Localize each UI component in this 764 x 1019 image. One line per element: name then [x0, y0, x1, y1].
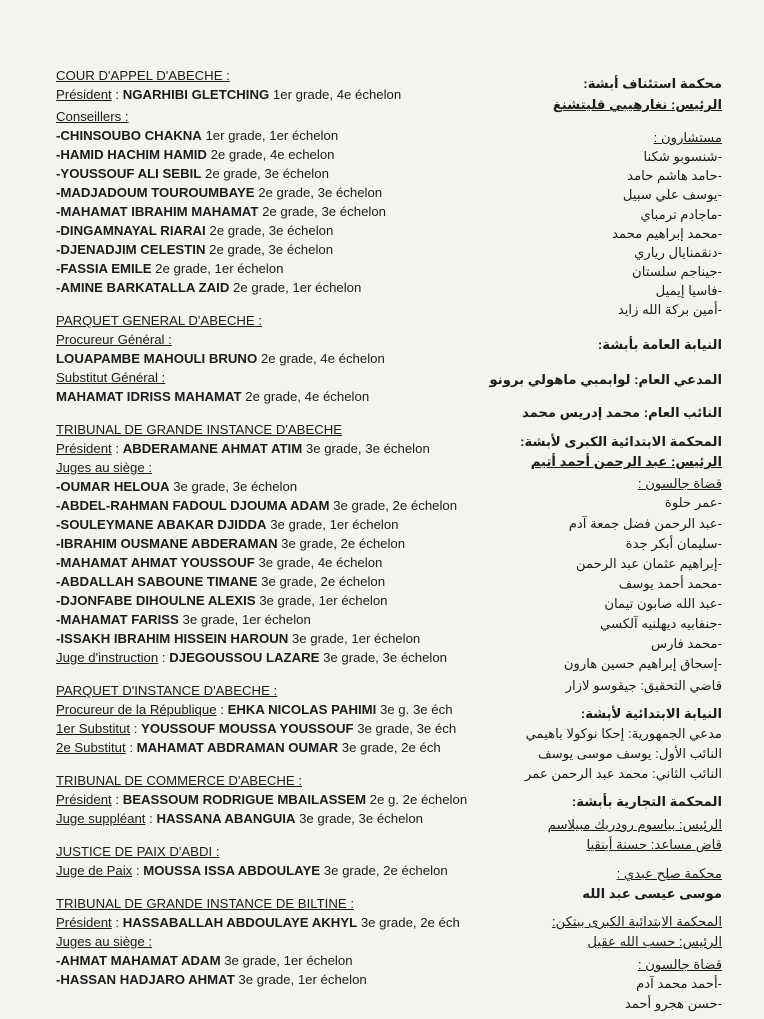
ar-member: -محمد أحمد يوسف [618, 576, 722, 591]
section-tgi-biltine [56, 894, 526, 989]
grade: 2e grade, 1er échelon [229, 280, 362, 295]
grade: 2e grade, 3e échelon [201, 166, 329, 181]
member-line [56, 572, 526, 591]
grade: 2e grade, 4e échelon [241, 389, 370, 404]
grade: 3e grade, 2e éch [357, 915, 460, 930]
role-line: Juge suppléant : HASSANA ABANGUIA 3e grade, 3e échelon [56, 811, 424, 826]
person-name: -DINGAMNAYAL RIARAI [56, 223, 206, 238]
role-label: Président [56, 87, 112, 102]
grade: 3e grade, 1er échelon [288, 631, 421, 646]
section-title: PARQUET GENERAL D'ABECHE : [56, 313, 262, 328]
person-line [56, 387, 526, 406]
ar-label: مستشارون : [653, 130, 722, 145]
grade: 2e grade, 1er échelon [151, 261, 284, 276]
ar-member: -حامد هاشم حامد [627, 168, 722, 183]
role-label: Substitut Général : [56, 370, 166, 385]
person-name: -ABDEL-RAHMAN FADOUL DJOUMA ADAM [56, 498, 330, 513]
ar-label: قضاة جالسون : [637, 476, 722, 491]
ar-person: النائب الثاني: محمد عبد الرحمن عمر [524, 766, 722, 781]
person-name: -ABDALLAH SABOUNE TIMANE [56, 574, 258, 589]
grade: 3e grade, 1er échelon [178, 612, 311, 627]
ar-member: -عبد الله صابون تيمان [604, 596, 722, 611]
member-line [56, 970, 526, 989]
member-line [56, 240, 526, 259]
ar-member: -فاسيا إيميل [655, 283, 722, 298]
role-line: Président : BEASSOUM RODRIGUE MBAILASSEM 2e g. 2e échelon [56, 792, 468, 807]
section-title: TRIBUNAL DE COMMERCE D'ABECHE : [56, 773, 303, 788]
member-line [56, 610, 526, 629]
section-tribunal-commerce [56, 771, 526, 828]
role-line: Juge de Paix : MOUSSA ISSA ABDOULAYE 3e grade, 2e échelon [56, 863, 448, 878]
role-label: 1er Substitut [56, 721, 131, 736]
person-name: MOUSSA ISSA ABDOULAYE [143, 863, 321, 878]
ar-person: النائب الأول: يوسف موسى يوسف [537, 746, 722, 761]
ar-member: -سليمان أبكر جدة [625, 536, 722, 551]
ar-member: -يوسف علي سبيل [622, 187, 722, 202]
role-label: Juge d'instruction [56, 650, 159, 665]
president-line: Président : NGARHIBI GLETCHING 1er grade, 4e échelon [56, 87, 402, 102]
grade: 3e grade, 3e échelon [295, 811, 424, 826]
grade: 3e grade, 2e échelon [329, 498, 458, 513]
member-line [56, 278, 526, 297]
ar-section-title: المحكمة الابتدائية الكبرى لأبشة: [520, 434, 722, 449]
ar-member: -أمين بركة الله زايد [617, 302, 722, 317]
ar-section-title: المحكمة الابتدائية الكبرى ببتكن: [551, 914, 722, 929]
president-line: Président : ABDERAMANE AHMAT ATIM 3e grade, 3e échelon [56, 441, 430, 456]
role-label: Procureur Général : [56, 332, 172, 347]
ar-member: -دنقمنايال رياري [634, 245, 722, 260]
role-line: 2e Substitut : MAHAMAT ABDRAMAN OUMAR 3e grade, 2e éch [56, 740, 441, 755]
role-label: 2e Substitut [56, 740, 126, 755]
person-name: NGARHIBI GLETCHING [122, 87, 270, 102]
member-line [56, 951, 526, 970]
person-name: -MAHAMAT AHMAT YOUSSOUF [56, 555, 255, 570]
ar-section-title: النيابة الابتدائية لأبشة: [580, 706, 722, 721]
member-line [56, 202, 526, 221]
section-parquet-general [56, 311, 526, 406]
person-name: LOUAPAMBE MAHOULI BRUNO [56, 351, 258, 366]
juges-label: Juges au siège : [56, 934, 153, 949]
grade: 3e g. 3e éch [376, 702, 453, 717]
person-name: ABDERAMANE AHMAT ATIM [122, 441, 303, 456]
ar-member: -محمد فارس [651, 636, 722, 651]
grade: 2e grade, 3e échelon [205, 223, 334, 238]
instruction-line: Juge d'instruction : DJEGOUSSOU LAZARE 3e grade, 3e échelon [56, 650, 448, 665]
member-line [56, 145, 526, 164]
french-column [56, 66, 526, 989]
ar-member: -إبراهيم عثمان عبد الرحمن [575, 556, 722, 571]
grade: 2e grade, 4e échelon [257, 351, 385, 366]
grade: 2e grade, 3e échelon [205, 242, 334, 257]
person-name: -MAHAMAT FARISS [56, 612, 179, 627]
conseillers-label: Conseillers : [56, 109, 129, 124]
person-name: -ISSAKH IBRAHIM HISSEIN HAROUN [56, 631, 289, 646]
person-name: -IBRAHIM OUSMANE ABDERAMAN [56, 536, 278, 551]
member-line [56, 126, 526, 145]
member-line [56, 183, 526, 202]
ar-label: قضاة جالسون : [637, 957, 722, 972]
person-name: -DJENADJIM CELESTIN [56, 242, 206, 257]
person-name: HASSANA ABANGUIA [156, 811, 296, 826]
person-name: -FASSIA EMILE [56, 261, 152, 276]
person-name: EHKA NICOLAS PAHIMI [227, 702, 377, 717]
section-title: TRIBUNAL DE GRANDE INSTANCE D'ABECHE [56, 422, 343, 437]
member-line [56, 515, 526, 534]
ar-person: مدعي الجمهورية: إحكا نوكولا باهيمي [525, 726, 722, 741]
section-title: PARQUET D'INSTANCE D'ABECHE : [56, 683, 278, 698]
grade: 3e grade, 2e éch [338, 740, 441, 755]
ar-section-title: محكمة استئناف أبشة: [583, 76, 722, 91]
grade: 3e grade, 3e échelon [319, 650, 448, 665]
person-name: -MAHAMAT IBRAHIM MAHAMAT [56, 204, 259, 219]
grade: 3e grade, 3e échelon [302, 441, 430, 456]
ar-person: موسى عيسى عبد الله [582, 886, 722, 901]
person-name: -YOUSSOUF ALI SEBIL [56, 166, 202, 181]
grade: 1er grade, 1er échelon [201, 128, 339, 143]
ar-section-title: المحكمة التجارية بأبشة: [571, 794, 722, 809]
grade: 3e grade, 1er échelon [266, 517, 399, 532]
person-name: MAHAMAT IDRISS MAHAMAT [56, 389, 242, 404]
member-line [56, 164, 526, 183]
person-name: YOUSSOUF MOUSSA YOUSSOUF [141, 721, 354, 736]
ar-member: -أحمد محمد آدم [636, 976, 722, 991]
ar-section-title: النيابة العامة بأبشة: [597, 337, 722, 352]
grade: 3e grade, 3e échelon [169, 479, 298, 494]
member-line [56, 221, 526, 240]
grade: 3e grade, 1er échelon [255, 593, 388, 608]
role-label: Juge de Paix [56, 863, 133, 878]
section-title: TRIBUNAL DE GRANDE INSTANCE DE BILTINE : [56, 896, 354, 911]
role-label: Président [56, 441, 112, 456]
ar-member: -محمد إبراهيم محمد [612, 226, 722, 241]
grade: 2e g. 2e échelon [365, 792, 468, 807]
grade: 3e grade, 1er échelon [220, 953, 353, 968]
grade: 3e grade, 1er échelon [234, 972, 367, 987]
ar-member: -جيناجم سلستان [632, 264, 722, 279]
role-label: Président [56, 915, 112, 930]
grade: 3e grade, 2e échelon [277, 536, 406, 551]
role-line: Procureur de la République : EHKA NICOLAS PAHIMI 3e g. 3e éch [56, 702, 453, 717]
person-name: -CHINSOUBO CHAKNA [56, 128, 202, 143]
role-label: Président [56, 792, 112, 807]
member-line [56, 553, 526, 572]
person-name: -OUMAR HELOUA [56, 479, 170, 494]
grade: 2e grade, 3e échelon [258, 204, 387, 219]
ar-member: -عمر حلوة [664, 495, 722, 510]
person-name: DJEGOUSSOU LAZARE [169, 650, 320, 665]
section-title: COUR D'APPEL D'ABECHE : [56, 68, 230, 83]
member-line [56, 496, 526, 515]
member-line [56, 259, 526, 278]
ar-person: قاض مساعد: حسنة أبنقيا [586, 837, 722, 852]
member-line [56, 534, 526, 553]
person-name: HASSABALLAH ABDOULAYE AKHYL [122, 915, 358, 930]
ar-member: -إسحاق إبراهيم حسين هارون [563, 656, 722, 671]
ar-president: الرئيس: حسب الله عقيل [587, 934, 722, 949]
ar-member: -ماجادم ترمباي [640, 207, 722, 222]
member-line [56, 629, 526, 648]
role-label: Procureur de la République [56, 702, 217, 717]
ar-section-title: محكمة صلح عبدي : [616, 866, 722, 881]
person-name: -DJONFABE DIHOULNE ALEXIS [56, 593, 256, 608]
ar-person: المدعي العام: لوابمبي ماهولي برونو [489, 372, 722, 387]
ar-member: -عبد الرحمن فضل جمعة آدم [568, 516, 722, 531]
person-name: -AHMAT MAHAMAT ADAM [56, 953, 221, 968]
person-name: -HASSAN HADJARO AHMAT [56, 972, 235, 987]
section-tgi-abeche [56, 420, 526, 667]
juges-label: Juges au siège : [56, 460, 153, 475]
ar-member: -شنسوبو شكنا [643, 149, 722, 164]
member-line [56, 477, 526, 496]
president-line: Président : HASSABALLAH ABDOULAYE AKHYL 3e grade, 2e éch [56, 915, 460, 930]
member-line [56, 591, 526, 610]
grade: 3e grade, 4e échelon [254, 555, 383, 570]
grade: 3e grade, 3e éch [353, 721, 457, 736]
ar-president: الرئيس: عبد الرحمن أحمد أتيم [530, 454, 722, 469]
section-parquet-instance [56, 681, 526, 757]
person-name: MAHAMAT ABDRAMAN OUMAR [136, 740, 339, 755]
grade: 1er grade, 4e échelon [269, 87, 402, 102]
section-title: JUSTICE DE PAIX D'ABDI : [56, 844, 220, 859]
person-name: -MADJADOUM TOUROUMBAYE [56, 185, 255, 200]
ar-person: الرئيس: بياسوم رودريك مبيلاسم [547, 817, 722, 832]
role-label: Juge suppléant [56, 811, 146, 826]
grade: 3e grade, 2e échelon [320, 863, 448, 878]
section-justice-paix [56, 842, 526, 880]
person-name: BEASSOUM RODRIGUE MBAILASSEM [122, 792, 366, 807]
ar-person: قاضي التحقيق: جيقوسو لازار [565, 678, 722, 693]
ar-member: -حسن هجرو أحمد [624, 996, 722, 1011]
section-cour-appel [56, 66, 526, 297]
ar-president: الرئيس: نغارهيبي قليتشنغ [552, 97, 722, 112]
person-name: -AMINE BARKATALLA ZAID [56, 280, 230, 295]
grade: 2e grade, 3e échelon [254, 185, 383, 200]
ar-member: -جنفابيه ديهلنيه آلكسي [600, 616, 722, 631]
role-line: 1er Substitut : YOUSSOUF MOUSSA YOUSSOUF 3e grade, 3e éch [56, 721, 457, 736]
person-name: -HAMID HACHIM HAMID [56, 147, 207, 162]
ar-person: النائب العام: محمد إدريس محمد [521, 405, 722, 420]
grade: 3e grade, 2e échelon [257, 574, 386, 589]
person-line [56, 349, 526, 368]
person-name: -SOULEYMANE ABAKAR DJIDDA [56, 517, 267, 532]
grade: 2e grade, 4e echelon [206, 147, 335, 162]
